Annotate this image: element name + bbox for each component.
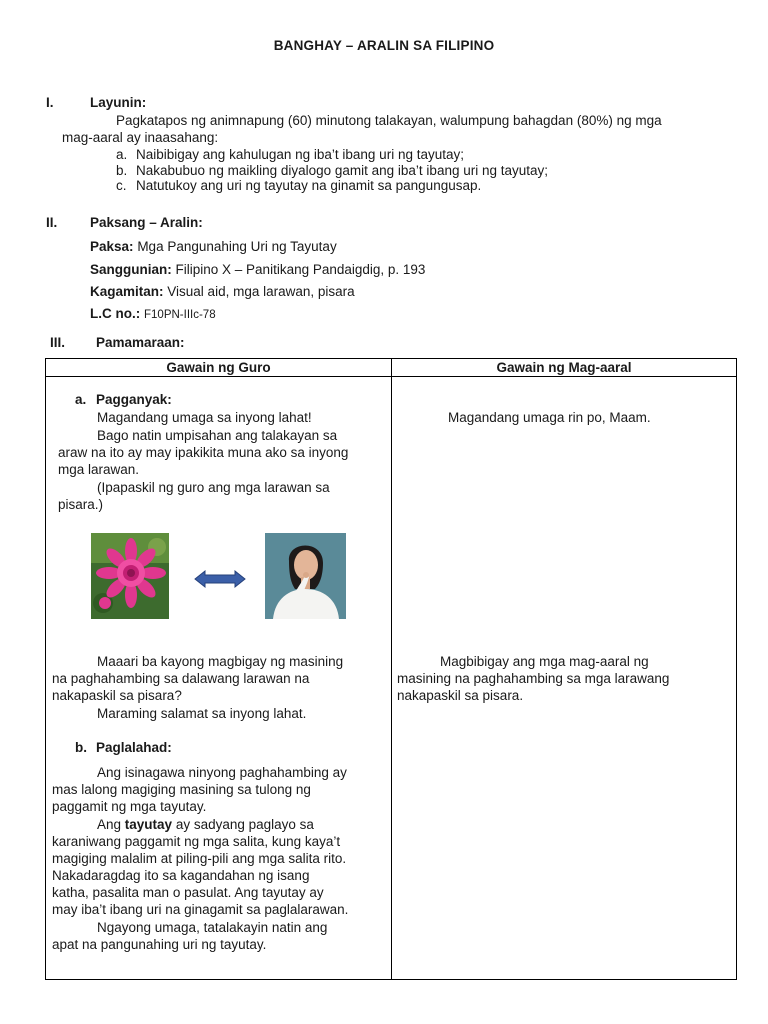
objectives-intro-line-1: Pagkatapos ng animnapung (60) minutong talakayan, walumpung bahagdan (80%) ng mga	[116, 113, 662, 128]
teacher-question-line: na paghahambing sa dalawang larawan na	[52, 671, 310, 686]
paglalahad-line: may iba’t ibang uri na ginagamit sa paglalarawan.	[52, 902, 349, 917]
woman-picture	[265, 533, 346, 619]
paglalahad-line: Ngayong umaga, tatalakayin natin ang	[97, 920, 328, 935]
paksa-value: Mga Pangunahing Uri ng Tayutay	[137, 239, 337, 254]
student-response-line: nakapaskil sa pisara.	[397, 688, 524, 703]
paglalahad-line: karaniwang paggamit ng mga salita, kung kaya’t	[52, 834, 341, 849]
procedure-table	[45, 358, 737, 980]
student-response-line: masining na paghahambing sa mga larawang	[397, 671, 670, 686]
paglalahad-line: mas lalong magiging masining sa tulong ng	[52, 782, 311, 797]
section-2-heading: Paksang – Aralin:	[90, 215, 203, 230]
objective-c-letter: c.	[116, 178, 127, 193]
teacher-line: mga larawan.	[58, 462, 140, 477]
paglalahad-line: Ang isinagawa ninyong paghahambing ay	[97, 765, 347, 780]
section-1-numeral: I.	[46, 95, 54, 110]
flower-picture	[91, 533, 169, 619]
tayutay-prefix: Ang	[97, 817, 125, 832]
objective-a-text: Naibibigay ang kahulugan ng iba’t ibang uri ng tayutay;	[136, 147, 464, 162]
paglalahad-letter: b.	[75, 740, 87, 755]
paglalahad-line: magiging malalim at piling-pili ang mga salita rito.	[52, 851, 347, 866]
tayutay-suffix: ay sadyang paglayo sa	[172, 817, 314, 832]
tayutay-definition-line	[97, 816, 314, 833]
section-3-numeral: III.	[50, 335, 66, 350]
objectives-intro-line-2: mag-aaral ay inaasahang:	[62, 130, 219, 145]
sanggunian-row	[90, 261, 425, 278]
paksa-row	[90, 238, 337, 255]
teacher-line: araw na ito ay may ipakikita muna ako sa inyong	[58, 445, 349, 460]
section-1-heading: Layunin:	[90, 95, 147, 110]
pagganyak-letter: a.	[75, 392, 87, 407]
teacher-thanks-line: Maraming salamat sa inyong lahat.	[97, 706, 307, 721]
objective-c-text: Natutukoy ang uri ng tayutay na ginamit sa pangungusap.	[136, 178, 482, 193]
paglalahad-line: paggamit ng mga tayutay.	[52, 799, 207, 814]
student-response-line: Magbibigay ang mga mag-aaral ng	[440, 654, 649, 669]
column-divider	[391, 359, 392, 979]
paglalahad-line: Nakadaragdag ito sa kagandahan ng isang	[52, 868, 310, 883]
paglalahad-line: apat na pangunahing uri ng tayutay.	[52, 937, 267, 952]
lc-value: F10PN-IIIc-78	[144, 309, 216, 321]
teacher-line: Bago natin umpisahan ang talakayan sa	[97, 428, 338, 443]
paksa-label: Paksa:	[90, 239, 134, 254]
sanggunian-label: Sanggunian:	[90, 262, 172, 277]
page-title: BANGHAY – ARALIN SA FILIPINO	[273, 38, 495, 53]
teacher-column-header: Gawain ng Guro	[166, 360, 271, 375]
tayutay-term: tayutay	[124, 817, 173, 832]
pagganyak-heading: Pagganyak:	[96, 392, 172, 407]
header-divider	[46, 376, 736, 377]
teacher-line: (Ipapaskil ng guro ang mga larawan sa	[97, 480, 330, 495]
teacher-line: Magandang umaga sa inyong lahat!	[97, 410, 312, 425]
objective-a-letter: a.	[116, 147, 128, 162]
paglalahad-line: katha, pasalita man o pasulat. Ang tayutay ay	[52, 885, 324, 900]
objective-b-text: Nakabubuo ng maikling diyalogo gamit ang iba’t ibang uri ng tayutay;	[136, 163, 549, 178]
paglalahad-heading: Paglalahad:	[96, 740, 172, 755]
student-column-header: Gawain ng Mag-aaral	[496, 360, 632, 375]
kagamitan-value: Visual aid, mga larawan, pisara	[167, 284, 355, 299]
section-2-numeral: II.	[46, 215, 58, 230]
objective-b-letter: b.	[116, 163, 128, 178]
teacher-question-line: Maaari ba kayong magbigay ng masining	[97, 654, 344, 669]
kagamitan-label: Kagamitan:	[90, 284, 164, 299]
teacher-line: pisara.)	[58, 497, 104, 512]
lc-row	[90, 305, 216, 324]
lc-label: L.C no.:	[90, 306, 141, 321]
student-greeting: Magandang umaga rin po, Maam.	[448, 410, 651, 425]
double-arrow-icon	[194, 569, 246, 589]
section-3-heading: Pamamaraan:	[96, 335, 185, 350]
kagamitan-row	[90, 283, 355, 300]
teacher-question-line: nakapaskil sa pisara?	[52, 688, 182, 703]
sanggunian-value: Filipino X – Panitikang Pandaigdig, p. 193	[175, 262, 426, 277]
